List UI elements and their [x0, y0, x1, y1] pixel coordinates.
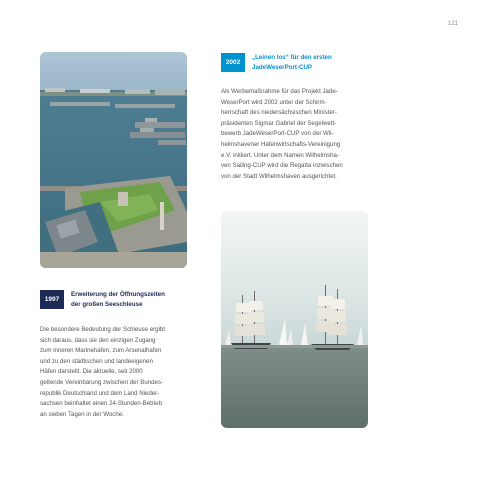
body-line: sachsen beinhaltet einen 24-Stunden-Betrieb	[40, 400, 162, 408]
body-line: geltende Vereinbarung zwischen der Bundes-	[40, 378, 163, 386]
body-line: bewerb JadeWeserPort-CUP von der Wil-	[221, 130, 334, 138]
body-line: sich daraus, dass sie den einzigen Zugang	[40, 336, 156, 344]
body-line: helmshavener Hafenwirtschafts-Vereinigung	[221, 140, 341, 148]
heading-line: der großen Seeschleuse	[71, 300, 143, 308]
tall-ships-regatta-photo	[221, 211, 368, 428]
section-body-2002	[221, 87, 343, 182]
heading-line: JadeWeserPort-CUP	[252, 63, 313, 71]
section-heading-1997	[71, 290, 165, 309]
body-line: zum inneren Marinehafen, zum Arsenalhafen	[40, 347, 162, 355]
body-line: e.V. initiiert. Unter dem Namen Wilhelmsha-	[221, 151, 339, 159]
body-line: von der Stadt Wilhelmshaven ausgerichtet.	[221, 172, 337, 180]
year-badge-2002: 2002	[221, 53, 245, 72]
body-line: republik Deutschland und dem Land Nieder-	[40, 389, 160, 397]
year-badge-1997: 1997	[40, 290, 64, 309]
section-heading-2002	[252, 53, 332, 72]
body-line: herrschaft des niedersächsischen Minister-	[221, 109, 337, 117]
body-line: WeserPort wird 2002 unter der Schirm-	[221, 98, 327, 106]
heading-line: „Leinen los“ für den ersten	[252, 54, 332, 61]
body-line: Die besondere Bedeutung der Schleuse ergibt	[40, 326, 166, 333]
body-line: Häfen darstellt. Die aktuelle, seit 2000	[40, 368, 143, 376]
harbor-lock-aerial-photo	[40, 52, 187, 268]
heading-line: Erweiterung der Öffnungszeiten	[71, 291, 165, 298]
page-number: 121	[448, 21, 459, 27]
body-line: an sieben Tagen in der Woche.	[40, 410, 124, 418]
section-body-1997	[40, 325, 165, 420]
body-line: Als Werbemaßnahme für das Projekt Jade-	[221, 88, 338, 95]
body-line: und zu den städtischen und landeeigenen	[40, 357, 153, 365]
body-line: präsidenten Sigmar Gabriel der Segelwett-	[221, 119, 337, 127]
body-line: ven Sailing-CUP wird die Regatta inzwischen	[221, 162, 343, 170]
